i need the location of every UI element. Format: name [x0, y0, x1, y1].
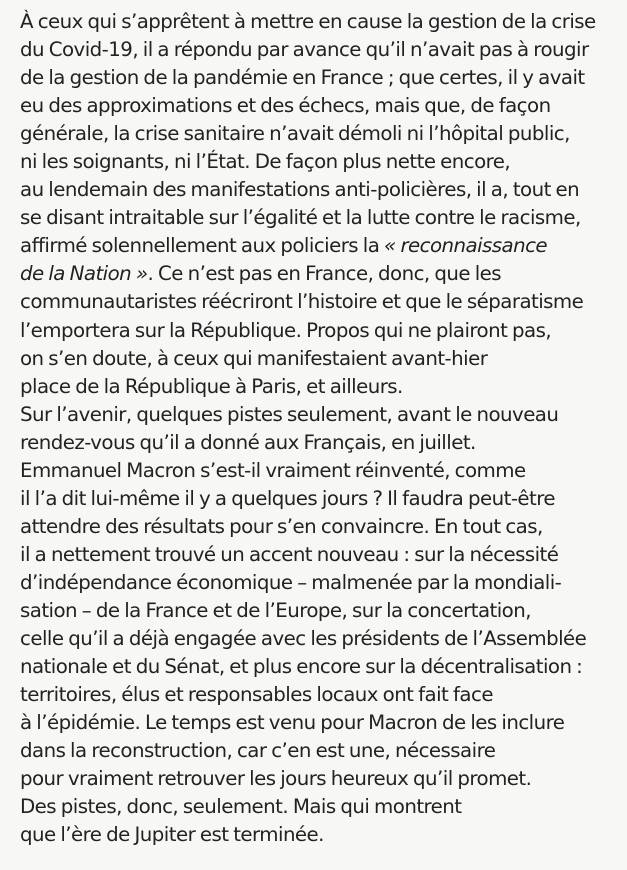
- text-line: d’indépendance économique – malmenée par la mondiali-: [20, 570, 562, 594]
- text-line: celle qu’il a déjà engagée avec les présidents de l’Assemblée: [20, 627, 587, 651]
- text-line: communautaristes réécriront l’histoire et que le séparatisme: [20, 290, 584, 314]
- text-line: l’emportera sur la République. Propos qui ne plairont pas,: [20, 318, 552, 342]
- text-line: dans la reconstruction, car c’en est une, nécessaire: [20, 739, 496, 763]
- text-line: rendez-vous qu’il a donné aux Français, en juillet.: [20, 430, 476, 454]
- text-line: place de la République à Paris, et ailleurs.: [20, 374, 403, 398]
- text-line: il a nettement trouvé un accent nouveau : sur la nécessité: [20, 542, 559, 566]
- text-line: il l’a dit lui-même il y a quelques jours ? Il faudra peut-être: [20, 486, 555, 510]
- text-line: territoires, élus et responsables locaux ont fait face: [20, 683, 493, 707]
- text-line: ni les soignants, ni l’État. De façon plus nette encore,: [20, 150, 511, 174]
- text-line: on s’en doute, à ceux qui manifestaient avant-hier: [20, 346, 488, 370]
- text-line: Des pistes, donc, seulement. Mais qui montrent: [20, 795, 462, 819]
- text-line: sation – de la France et de l’Europe, sur la concertation,: [20, 598, 531, 622]
- text-line: [20, 232, 620, 260]
- quote-emphasis: « reconnaissance: [384, 234, 548, 258]
- text-line: attendre des résultats pour s’en convaincre. En tout cas,: [20, 514, 543, 538]
- text-line: Sur l’avenir, quelques pistes seulement, avant le nouveau: [20, 402, 559, 426]
- text-line: eu des approximations et des échecs, mais que, de façon: [20, 94, 551, 118]
- text-line: générale, la crise sanitaire n’avait démoli ni l’hôpital public,: [20, 122, 570, 146]
- article-body: [20, 0, 620, 849]
- text-line: À ceux qui s’apprêtent à mettre en cause la gestion de la crise: [20, 10, 596, 33]
- quote-emphasis: de la Nation »: [20, 262, 148, 286]
- text-line: de la gestion de la pandémie en France ; que certes, il y avait: [20, 66, 585, 90]
- text-segment: affirmé solennellement aux policiers la: [20, 234, 385, 258]
- cut-off-previous-line: [20, 0, 620, 8]
- text-line: au lendemain des manifestations anti-policières, il a, tout en: [20, 178, 580, 202]
- text-segment: . Ce n’est pas en France, donc, que les: [147, 262, 502, 286]
- text-line: nationale et du Sénat, et plus encore sur la décentralisation :: [20, 655, 583, 679]
- text-line: pour vraiment retrouver les jours heureux qu’il promet.: [20, 767, 532, 791]
- text-line: que l’ère de Jupiter est terminée.: [20, 823, 324, 847]
- text-line: Emmanuel Macron s’est-il vraiment réinventé, comme: [20, 458, 526, 482]
- text-line: [20, 260, 620, 288]
- text-line: du Covid-19, il a répondu par avance qu’il n’avait pas à rougir: [20, 38, 589, 62]
- text-line: à l’épidémie. Le temps est venu pour Macron de les inclure: [20, 711, 565, 735]
- text-line: se disant intraitable sur l’égalité et la lutte contre le racisme,: [20, 206, 581, 230]
